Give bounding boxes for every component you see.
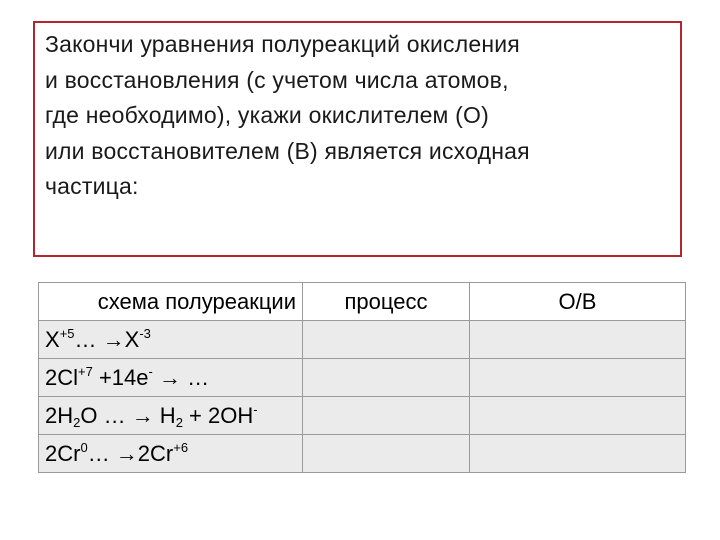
table-row — [39, 321, 686, 359]
ov-cell[interactable] — [470, 397, 686, 435]
formula-text: 2Cr — [45, 440, 81, 466]
task-text — [45, 27, 673, 205]
formula-text: O … → H — [80, 402, 176, 428]
ov-cell[interactable] — [470, 359, 686, 397]
formula-text: … →X — [74, 326, 140, 352]
task-box — [33, 21, 682, 257]
formula-superscript: +6 — [173, 439, 189, 455]
ov-cell[interactable] — [470, 321, 686, 359]
task-line-last — [45, 169, 673, 205]
formula-text: → … — [152, 364, 210, 390]
scheme-cell — [39, 321, 303, 359]
header-scheme: схема полуреакции — [39, 283, 303, 321]
task-keyword: частица — [45, 173, 133, 199]
scheme-cell — [39, 359, 303, 397]
formula-text: … →2Cr — [87, 440, 174, 466]
process-cell[interactable] — [303, 321, 470, 359]
process-cell[interactable] — [303, 359, 470, 397]
formula-subscript: 2 — [73, 414, 81, 430]
table-row — [39, 359, 686, 397]
formula-text: 2Cl — [45, 364, 79, 390]
header-ov: О/В — [470, 283, 686, 321]
ov-cell[interactable] — [470, 435, 686, 473]
task-line: Закончи уравнения полуреакций окисления — [45, 31, 520, 57]
header-process: процесс — [303, 283, 470, 321]
formula-subscript: 2 — [175, 414, 183, 430]
table-row — [39, 435, 686, 473]
formula-superscript: 0 — [80, 439, 88, 455]
scheme-cell — [39, 435, 303, 473]
formula-superscript: +5 — [59, 325, 75, 341]
formula-superscript: -3 — [139, 325, 151, 341]
task-line: или восстановителем (В) является исходная — [45, 137, 530, 164]
process-cell[interactable] — [303, 435, 470, 473]
formula-text: + 2OH — [182, 402, 254, 428]
formula-text: 2H — [45, 402, 74, 428]
formula-text: +14e — [92, 364, 149, 390]
table-row — [39, 397, 686, 435]
scheme-cell — [39, 397, 303, 435]
table-header-row — [39, 283, 686, 321]
formula-text: X — [45, 326, 60, 352]
task-line: и восстановления (с учетом числа атомов, — [45, 66, 509, 93]
task-colon: : — [132, 173, 139, 199]
task-line: где необходимо), укажи окислителем (О) — [45, 102, 489, 128]
half-reaction-table — [38, 282, 686, 473]
formula-superscript: - — [148, 363, 153, 379]
formula-superscript: - — [253, 401, 258, 417]
formula-superscript: +7 — [78, 363, 93, 379]
process-cell[interactable] — [303, 397, 470, 435]
